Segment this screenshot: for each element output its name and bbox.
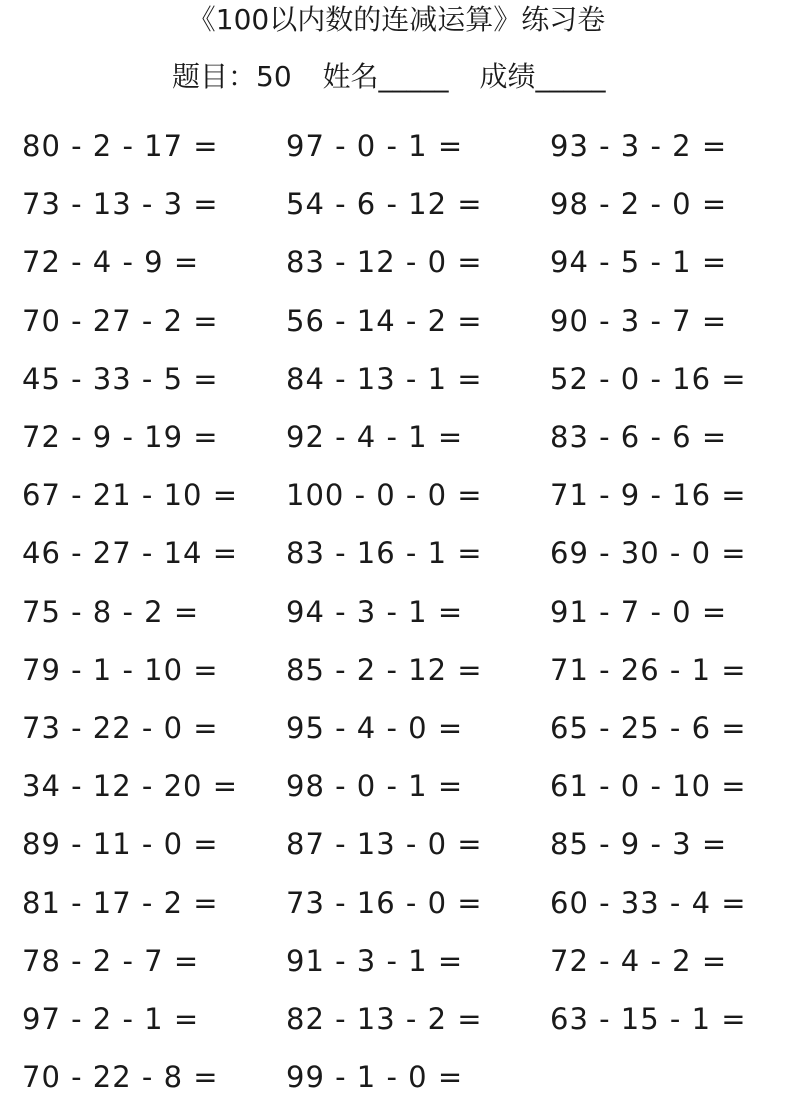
problem-item: 98 - 0 - 1 = xyxy=(286,769,464,803)
problem-item: 56 - 14 - 2 = xyxy=(286,304,483,338)
problem-item: 73 - 16 - 0 = xyxy=(286,886,483,920)
problem-item: 61 - 0 - 10 = xyxy=(550,769,747,803)
problem-item: 91 - 7 - 0 = xyxy=(550,595,728,629)
grade-field-label: 成绩_____ xyxy=(479,60,606,93)
problem-item: 90 - 3 - 7 = xyxy=(550,304,728,338)
problem-item: 91 - 3 - 1 = xyxy=(286,944,464,978)
problem-item: 93 - 3 - 2 = xyxy=(550,129,728,163)
problem-item: 75 - 8 - 2 = xyxy=(22,595,200,629)
problem-item: 72 - 4 - 9 = xyxy=(22,245,200,279)
problem-item: 78 - 2 - 7 = xyxy=(22,944,200,978)
problem-item: 71 - 26 - 1 = xyxy=(550,653,747,687)
problem-item: 100 - 0 - 0 = xyxy=(286,478,483,512)
problem-item: 72 - 4 - 2 = xyxy=(550,944,728,978)
problem-item: 65 - 25 - 6 = xyxy=(550,711,747,745)
problem-item: 80 - 2 - 17 = xyxy=(22,129,219,163)
problem-item: 87 - 13 - 0 = xyxy=(286,827,483,861)
problem-item: 97 - 2 - 1 = xyxy=(22,1002,200,1036)
problem-item: 69 - 30 - 0 = xyxy=(550,536,747,570)
problem-item: 54 - 6 - 12 = xyxy=(286,187,483,221)
problem-item: 63 - 15 - 1 = xyxy=(550,1002,747,1036)
name-field-label: 姓名_____ xyxy=(322,60,449,93)
problem-item: 83 - 12 - 0 = xyxy=(286,245,483,279)
problem-item: 60 - 33 - 4 = xyxy=(550,886,747,920)
problem-item: 83 - 6 - 6 = xyxy=(550,420,728,454)
problem-item: 99 - 1 - 0 = xyxy=(286,1060,464,1094)
problem-item: 98 - 2 - 0 = xyxy=(550,187,728,221)
problem-item: 70 - 27 - 2 = xyxy=(22,304,219,338)
problem-item: 70 - 22 - 8 = xyxy=(22,1060,219,1094)
problem-item: 83 - 16 - 1 = xyxy=(286,536,483,570)
problem-item: 46 - 27 - 14 = xyxy=(22,536,239,570)
problem-item: 71 - 9 - 16 = xyxy=(550,478,747,512)
problem-item: 52 - 0 - 16 = xyxy=(550,362,747,396)
problem-item: 73 - 22 - 0 = xyxy=(22,711,219,745)
problem-item: 73 - 13 - 3 = xyxy=(22,187,219,221)
problem-item: 67 - 21 - 10 = xyxy=(22,478,239,512)
problem-item: 81 - 17 - 2 = xyxy=(22,886,219,920)
problem-item: 94 - 5 - 1 = xyxy=(550,245,728,279)
problem-item: 82 - 13 - 2 = xyxy=(286,1002,483,1036)
problem-item: 85 - 9 - 3 = xyxy=(550,827,728,861)
problem-item: 72 - 9 - 19 = xyxy=(22,420,219,454)
problem-item: 97 - 0 - 1 = xyxy=(286,129,464,163)
problem-item: 85 - 2 - 12 = xyxy=(286,653,483,687)
problem-item: 94 - 3 - 1 = xyxy=(286,595,464,629)
problem-item: 84 - 13 - 1 = xyxy=(286,362,483,396)
problem-count-label: 题目：50 xyxy=(172,60,292,93)
problem-item: 34 - 12 - 20 = xyxy=(22,769,239,803)
problem-item: 95 - 4 - 0 = xyxy=(286,711,464,745)
page-title: 《100以内数的连减运算》练习卷 xyxy=(187,3,606,36)
problem-item: 92 - 4 - 1 = xyxy=(286,420,464,454)
problem-item: 79 - 1 - 10 = xyxy=(22,653,219,687)
problem-item: 45 - 33 - 5 = xyxy=(22,362,219,396)
problem-item: 89 - 11 - 0 = xyxy=(22,827,219,861)
